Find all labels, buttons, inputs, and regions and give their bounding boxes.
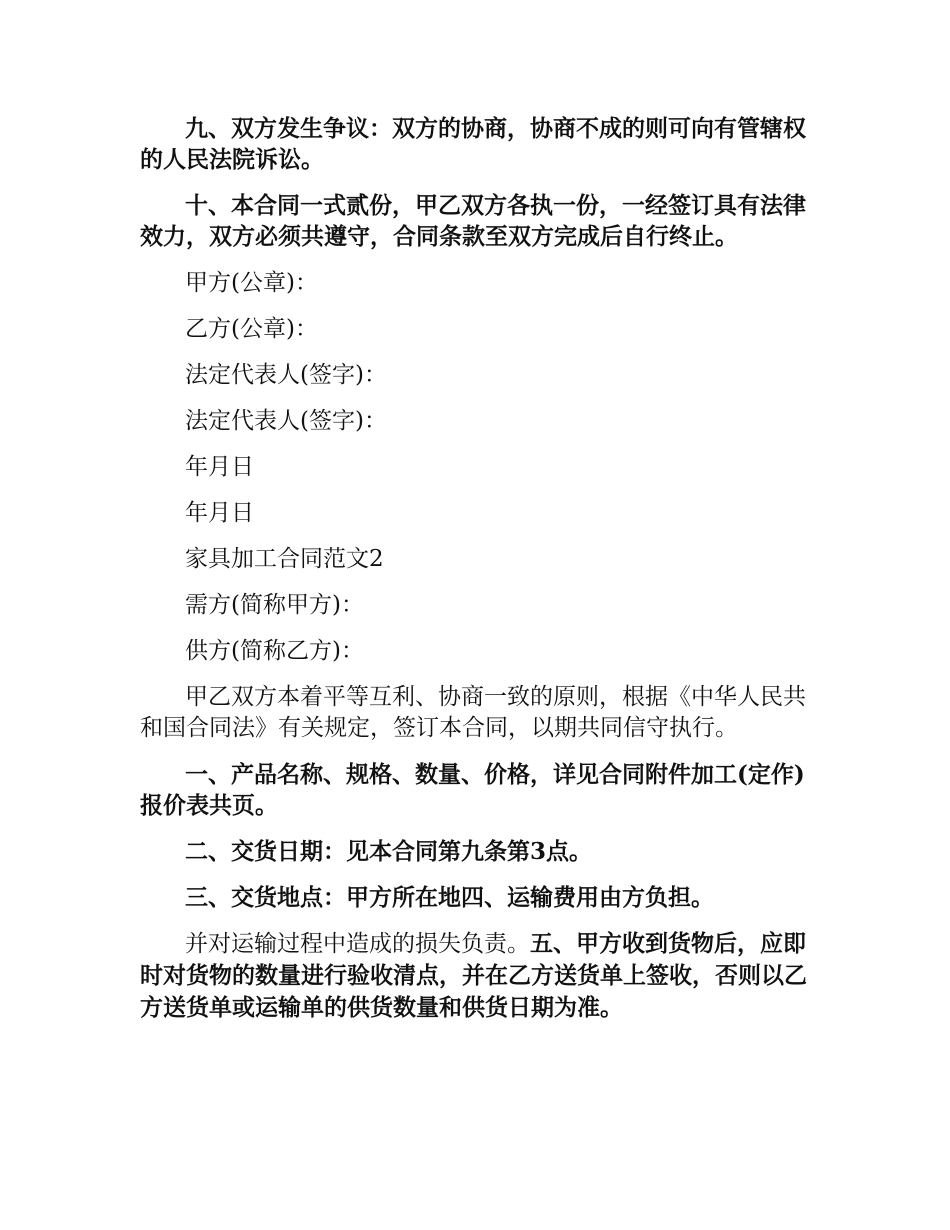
clause-10-copies: 十、本合同一式贰份，甲乙双方各执一份，一经签订具有法律效力，双方必须共遵守，合同条款至双方完成后自行终止。 (140, 192, 806, 250)
date-line-a: 年月日 (185, 454, 254, 480)
contract-2-title: 家具加工合同范文2 (185, 546, 384, 572)
supplier-line: 供方(简称乙方)： (185, 638, 364, 664)
clause-9-dispute: 九、双方发生争议：双方的协商，协商不成的则可向有管辖权的人民法院诉讼。 (140, 115, 806, 173)
party-a-seal-line: 甲方(公章)： (185, 270, 318, 296)
rep-a-signature-line: 法定代表人(签字)： (185, 362, 387, 388)
clause-2-delivery-date: 二、交货日期：见本合同第九条第3点。 (185, 838, 593, 865)
party-b-seal-line: 乙方(公章)： (185, 316, 318, 342)
clause-1-products: 一、产品名称、规格、数量、价格，详见合同附件加工(定作)报价表共页。 (140, 761, 805, 819)
clause-3-delivery-place: 三、交货地点：甲方所在地四、运输费用由方负担。 (185, 884, 714, 911)
loss-and-clause-5-paragraph (140, 928, 820, 1024)
buyer-line: 需方(简称甲方)： (185, 592, 364, 618)
date-line-b: 年月日 (185, 500, 254, 526)
loss-responsibility-text: 并对运输过程中造成的损失负责。 (185, 931, 530, 957)
intro-paragraph: 甲乙双方本着平等互利、协商一致的原则，根据《中华人民共和国合同法》有关规定，签订本合同，以期共同信守执行。 (140, 684, 806, 741)
clause-5-acceptance-text: 五、甲方收到货物后，应即时对货物的数量进行验收清点，并在乙方送货单上签收，否则以乙方送货单或运输单的供货数量和供货日期为准。 (140, 930, 807, 1021)
rep-b-signature-line: 法定代表人(签字)： (185, 408, 387, 434)
